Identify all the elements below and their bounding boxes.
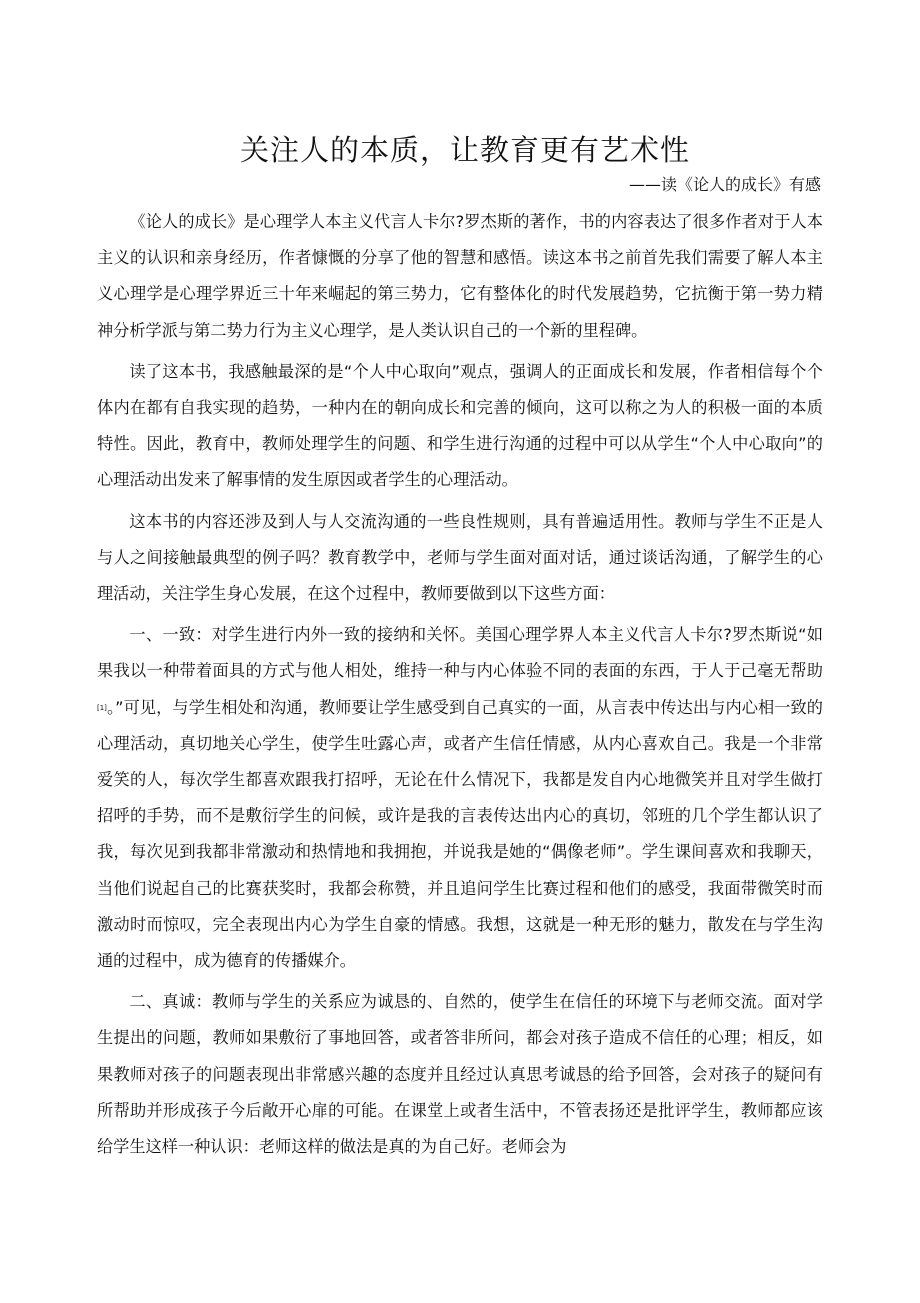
paragraph-person-centered: 读了这本书，我感触最深的是“个人中心取向”观点，强调人的正面成长和发展，作者相信每个个体内在都有自我实现的趋势，一种内在的朝向成长和完善的倾向，这可以称之为人的积极一面的本质特性。因此，教育中，教师处理学生的问题、和学生进行沟通的过程中可以从学生“个人中心取向”的心理活动出发来了解事情的发生原因或者学生的心理活动。: [97, 361, 823, 490]
paragraph-intro: 《论人的成长》是心理学人本主义代言人卡尔?罗杰斯的著作，书的内容表达了很多作者对于人本主义的认识和亲身经历，作者慷慨的分享了他的智慧和感悟。读这本书之前首先我们需要了解人本主义心理学是心理学界近三十年来崛起的第三势力，它有整体化的时代发展趋势，它抗衡于第一势力精神分析学派与第二势力行为主义心理学，是人类认识自己的一个新的里程碑。: [97, 212, 823, 340]
document-page: [97, 128, 823, 1165]
consistency-text-a: 一、一致：对学生进行内外一致的接纳和关怀。美国心理学界人本主义代言人卡尔?罗杰斯说“如果我以一种带着面具的方式与他人相处，维持一种与内心体验不同的表面的东西，于人于己毫无帮助: [97, 625, 823, 681]
paragraph-sincerity: 二、真诚：教师与学生的关系应为诚恳的、自然的，使学生在信任的环境下与老师交流。面对学生提出的问题，教师如果敷衍了事地回答，或者答非所问，都会对孩子造成不信任的心理；相反，如果教师对孩子的问题表现出非常感兴趣的态度并且经过认真思考诚恳的给予回答，会对孩子的疑问有所帮助并形成孩子今后敞开心扉的可能。在课堂上或者生活中，不管表扬还是批评学生，教师都应该给学生这样一种认识：老师这样的做法是真的为自己好。老师会为: [97, 992, 823, 1157]
footnote-marker[interactable]: [1]: [97, 703, 107, 712]
paragraph-consistency: [97, 617, 823, 979]
document-title: 关注人的本质，让教育更有艺术性: [239, 133, 690, 167]
document-subtitle: ——读《论人的成长》有感: [628, 175, 821, 194]
paragraph-communication: 这本书的内容还涉及到人与人交流沟通的一些良性规则，具有普遍适用性。教师与学生不正是人与人之间接触最典型的例子吗？教育教学中，老师与学生面对面对话，通过谈话沟通，了解学生的心理活动，关注学生身心发展，在这个过程中，教师要做到以下这些方面：: [97, 511, 823, 604]
consistency-text-b: 。”可见，与学生相处和沟通，教师要让学生感受到自己真实的一面，从言表中传达出与内心相一致的心理活动，真切地关心学生，使学生吐露心声，或者产生信任情感，从内心喜欢自己。我是一个非常爱笑的人，每次学生都喜欢跟我打招呼，无论在什么情况下，我都是发自内心地微笑并且对学生做打招呼的手势，而不是敷衍学生的问候，或许是我的言表传达出内心的真切，邻班的几个学生都认识了我，每次见到我都非常激动和热情地和我拥抱，并说我是她的“偶像老师”。学生课间喜欢和我聊天，当他们说起自己的比赛获奖时，我都会称赞，并且追问学生比赛过程和他们的感受，我面带微笑时而激动时而惊叹，完全表现出内心为学生自豪的情感。我想，这就是一种无形的魅力，散发在与学生沟通的过程中，成为德育的传播媒介。: [97, 697, 823, 971]
